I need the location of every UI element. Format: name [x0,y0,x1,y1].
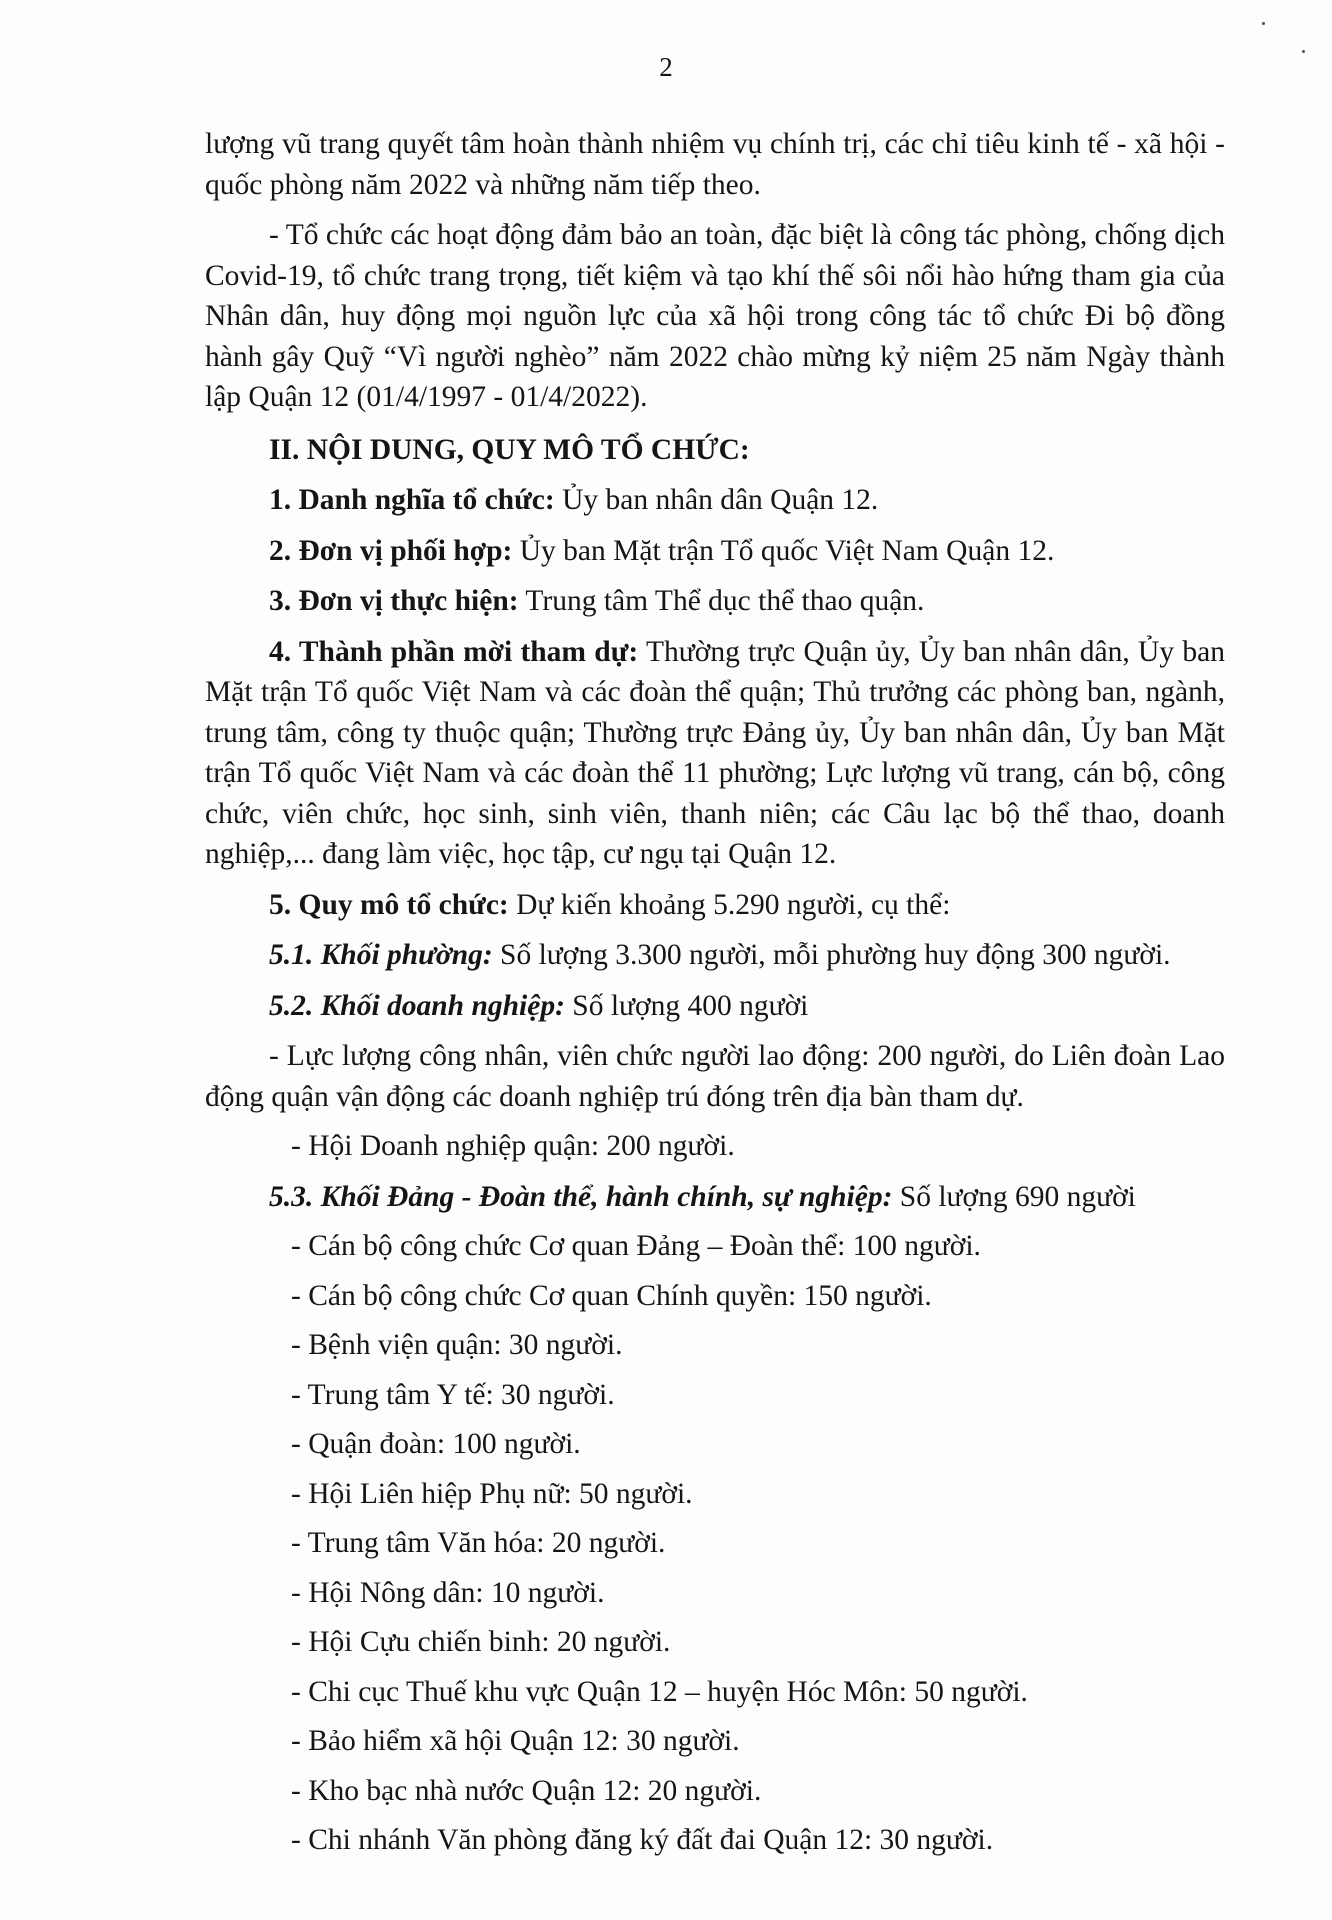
list-item: - Hội Doanh nghiệp quận: 200 người. [291,1130,735,1162]
subsection-5-1 [205,935,1225,976]
list-item: - Bệnh viện quận: 30 người. [291,1329,623,1361]
subsection-label: 5.2. Khối doanh nghiệp: [269,989,565,1022]
organize-paragraph: - Tổ chức các hoạt động đảm bảo an toàn, đặc biệt là công tác phòng, chống dịch Covid-19, tổ chức trang trọng, tiết kiệm và tạo khí thế sôi nổi hào hứng tham gia của Nhân dân, huy động mọi nguồn lực của xã hội trong công tác tổ chức Đi bộ đồng hành gây Quỹ “Vì người nghèo” năm 2022 chào mừng kỷ niệm 25 năm Ngày thành lập Quận 12 (01/4/1997 - 01/4/2022). [205,219,1225,413]
subsection-text: Số lượng 690 người [892,1180,1136,1213]
item-label: 2. Đơn vị phối hợp: [269,534,513,567]
subsection-5-3 [205,1177,1225,1218]
item-text: Ủy ban nhân dân Quận 12. [554,484,879,516]
page-number: 2 [659,52,673,82]
item-text: Ủy ban Mặt trận Tổ quốc Việt Nam Quận 12. [512,534,1055,567]
item-label: 1. Danh nghĩa tổ chức: [269,484,555,516]
item-2 [205,531,1225,572]
list-item: - Lực lượng công nhân, viên chức người lao động: 200 người, do Liên đoàn Lao động quận vận động các doanh nghiệp trú đóng trên địa bàn tham dự. [205,1040,1225,1113]
section-title: II. NỘI DUNG, QUY MÔ TỔ CHỨC: [269,433,750,466]
subsection-text: Số lượng 3.300 người, mỗi phường huy động 300 người. [492,939,1171,971]
list-item: - Trung tâm Y tế: 30 người. [291,1378,615,1411]
continuation-paragraph: lượng vũ trang quyết tâm hoàn thành nhiệm vụ chính trị, các chỉ tiêu kinh tế - xã hội - quốc phòng năm 2022 và những năm tiếp theo. [205,128,1225,201]
list-item: - Kho bạc nhà nước Quận 12: 20 người. [291,1774,762,1807]
list-item: - Chi nhánh Văn phòng đăng ký đất đai Quận 12: 30 người. [291,1824,994,1856]
list-item: - Hội Liên hiệp Phụ nữ: 50 người. [291,1477,693,1510]
item-text: Dự kiến khoảng 5.290 người, cụ thể: [508,888,951,921]
item-label: 3. Đơn vị thực hiện: [269,585,519,617]
list-item: - Cán bộ công chức Cơ quan Chính quyền: 150 người. [291,1279,932,1312]
item-label: 4. Thành phần mời tham dự: [269,635,639,668]
list-item: - Trung tâm Văn hóa: 20 người. [291,1527,666,1559]
item-text: Trung tâm Thể dục thể thao quận. [518,585,925,617]
list-item: - Hội Cựu chiến binh: 20 người. [291,1626,671,1658]
subsection-label: 5.3. Khối Đảng - Đoàn thể, hành chính, sự nghiệp: [269,1180,893,1213]
item-4 [205,632,1225,875]
item-1 [205,480,1225,521]
subsection-text: Số lượng 400 người [564,989,809,1022]
list-item: - Chi cục Thuế khu vực Quận 12 – huyện Hóc Môn: 50 người. [291,1675,1028,1708]
document-body [205,124,1225,1861]
item-label: 5. Quy mô tổ chức: [269,888,509,921]
item-3 [205,581,1225,622]
list-item: - Bảo hiểm xã hội Quận 12: 30 người. [291,1725,740,1757]
subsection-label: 5.1. Khối phường: [269,939,493,971]
item-5 [205,885,1225,926]
scan-speck [1262,22,1265,25]
item-text: Thường trực Quận ủy, Ủy ban nhân dân, Ủy ban Mặt trận Tổ quốc Việt Nam và các đoàn thể quận; Thủ trưởng các phòng ban, ngành, trung tâm, công ty thuộc quận; Thường trực Đảng ủy, Ủy ban nhân dân, Ủy ban Mặt trận Tổ quốc Việt Nam và các đoàn thể 11 phường; Lực lượng vũ trang, cán bộ, công chức, viên chức, học sinh, sinh viên, thanh niên; các Câu lạc bộ thể thao, doanh nghiệp,... đang làm việc, học tập, cư ngụ tại Quận 12. [205,635,1225,870]
list-item: - Quận đoàn: 100 người. [291,1428,581,1460]
list-item: - Hội Nông dân: 10 người. [291,1576,605,1609]
subsection-5-2 [205,986,1225,1027]
list-item: - Cán bộ công chức Cơ quan Đảng – Đoàn thể: 100 người. [291,1230,981,1262]
